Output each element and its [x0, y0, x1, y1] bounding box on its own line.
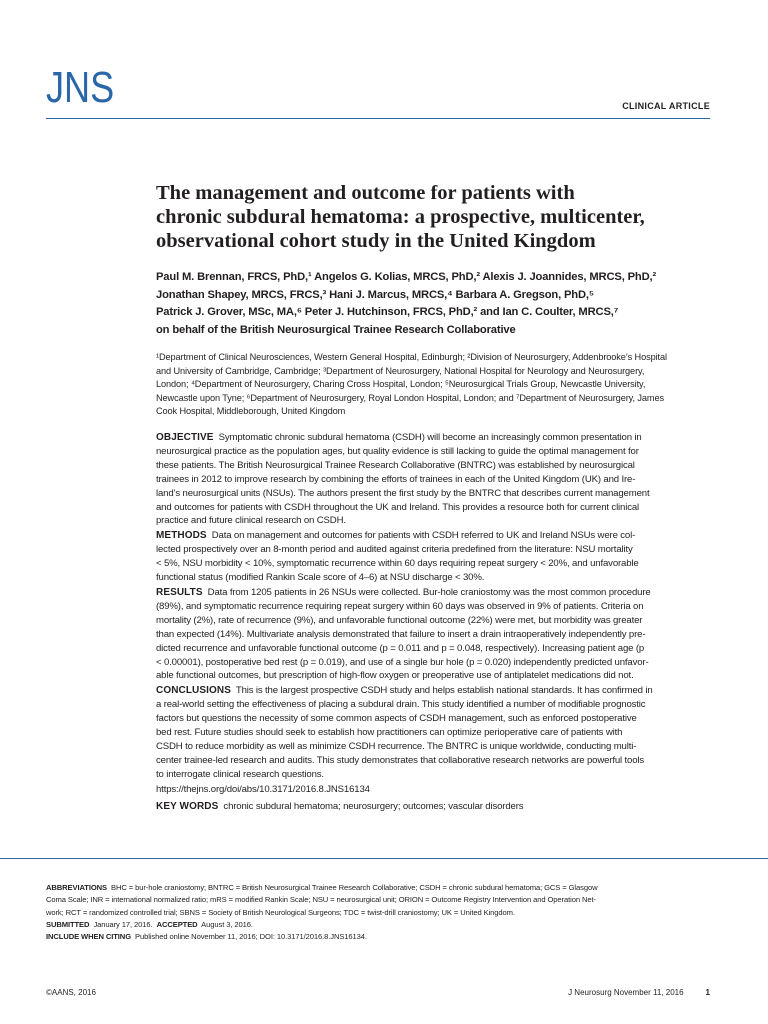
- abstract-line: to interrogate clinical research questions.: [156, 768, 324, 780]
- abstract-line: bed rest. Future studies should seek to establish how practitioners can optimize perioperative care of patients with: [156, 727, 623, 739]
- author-line: Paul M. Brennan, FRCS, PhD,¹ Angelos G. Kolias, MRCS, PhD,² Alexis J. Joannides, MRCS, PhD,²: [156, 271, 657, 283]
- affiliation-line: Cook Hospital, Middleborough, United Kingdom: [156, 406, 346, 417]
- affiliation-line: ¹Department of Clinical Neurosciences, Western General Hospital, Edinburgh; ²Division of Neurosurgery, Addenbrooke’s Hospital: [156, 352, 667, 362]
- abbreviations-line: work; RCT = randomized controlled trial; SBNS = Society of British Neurological Surgeons; TDC = twist-drill craniostomy; UK = United Kingdom.: [46, 907, 515, 917]
- section-label: METHODS: [156, 530, 207, 542]
- submitted-label: SUBMITTED: [46, 919, 90, 929]
- abstract-line: Symptomatic chronic subdural hematoma (CSDH) will become an increasingly common presentation in: [218, 432, 642, 443]
- accepted-label: ACCEPTED: [156, 919, 198, 929]
- section-label: CONCLUSIONS: [156, 685, 231, 697]
- doi-link[interactable]: https://thejns.org/doi/abs/10.3171/2016.8.JNS16134: [156, 783, 370, 795]
- abstract-line: < 5%, NSU morbidity < 10%, symptomatic recurrence within 60 days requiring repeat surgery < 20%, and unfavorable: [156, 558, 639, 570]
- abbreviations-line: Coma Scale; INR = international normalized ratio; mRS = modified Rankin Scale; NSU = neurosurgical unit; ORION = Outcome Registry Intervention and Operation Net-: [46, 895, 596, 905]
- affiliation-line: and University of Cambridge, Cambridge; ³Department of Neurosurgery, National Hospital for Neurology and Neurosurgery,: [156, 365, 645, 376]
- page-number: 1: [705, 988, 710, 997]
- section-label: OBJECTIVE: [156, 432, 214, 443]
- abstract-line: a real-world setting the effectiveness of placing a subdural drain. This study identified a number of modifiable prognostic: [156, 699, 646, 711]
- author-line: Patrick J. Grover, MSc, MA,⁶ Peter J. Hutchinson, FRCS, PhD,² and Ian C. Coulter, MRCS,⁷: [156, 306, 619, 318]
- submission-dates: [46, 919, 726, 931]
- header-divider: [46, 118, 710, 119]
- author-line: Jonathan Shapey, MRCS, FRCS,³ Hani J. Marcus, MRCS,⁴ Barbara A. Gregson, PhD,⁵: [156, 288, 594, 301]
- affiliation-line: Newcastle upon Tyne; ⁶Department of Neurosurgery, Royal London Hospital, London; and ⁷Department of Neurosurgery, James: [156, 392, 664, 403]
- author-list: [156, 269, 716, 339]
- abstract-methods: [156, 529, 716, 585]
- abstract-results: [156, 586, 716, 683]
- accepted-date: August 3, 2016.: [201, 919, 253, 929]
- abstract-line: these patients. The British Neurosurgical Trainee Research Collaborative (BNTRC) was established by neurosurgical: [156, 459, 635, 471]
- abstract-line: than expected (14%). Multivariate analysis demonstrated that failure to insert a drain intraoperatively independently pre-: [156, 628, 646, 640]
- footnotes: [46, 882, 726, 943]
- keywords-label: KEY WORDS: [156, 800, 219, 812]
- abbreviations-line: BHC = bur-hole craniostomy; BNTRC = British Neurosurgical Trainee Research Collaborative; CSDH = chronic subdural hematoma; GCS = Glasgow: [111, 883, 598, 892]
- journal-ref-text: J Neurosurg November 11, 2016: [568, 988, 684, 997]
- submitted-date: January 17, 2016.: [93, 919, 153, 929]
- title-line: observational cohort study in the United Kingdom: [156, 230, 596, 252]
- abstract-line: practice and future clinical research on CSDH.: [156, 515, 346, 527]
- citation-note: [46, 931, 726, 943]
- abstract: [156, 431, 716, 813]
- abstract-line: land’s neurosurgical units (NSUs). The authors present the first study by the BNTRC that describes current management: [156, 487, 650, 499]
- abstract-line: Data from 1205 patients in 26 NSUs were collected. Bur-hole craniostomy was the most common procedure: [207, 586, 651, 598]
- author-line: on behalf of the British Neurosurgical Trainee Research Collaborative: [156, 323, 516, 336]
- affiliations: [156, 351, 716, 419]
- abbreviations-label: ABBREVIATIONS: [46, 883, 107, 892]
- footer-divider: [0, 858, 768, 859]
- citing-text: Published online November 11, 2016; DOI: 10.3171/2016.8.JNS16134.: [135, 932, 367, 942]
- abstract-line: (89%), and symptomatic recurrence requiring repeat surgery within 60 days was observed in 9% of patients. Criteria on: [156, 600, 644, 612]
- article-title: [156, 181, 716, 253]
- abstract-line: lected prospectively over an 8-month period and audited against criteria predefined from the literature: NSU mortality: [156, 544, 633, 556]
- copyright: ©AANS, 2016: [46, 988, 96, 997]
- abstract-line: factors but questions the necessity of some common aspects of CSDH management, such as enforced postoperative: [156, 713, 637, 725]
- section-label: RESULTS: [156, 586, 203, 598]
- abstract-line: center trainee-led research and audits. This study demonstrates that collaborative research networks are powerful tools: [156, 754, 645, 766]
- keywords: [156, 800, 716, 814]
- abstract-line: and outcomes for patients with CSDH throughout the UK and Ireland. This provides a resource both for current clinical: [156, 501, 640, 513]
- keywords-text: chronic subdural hematoma; neurosurgery; outcomes; vascular disorders: [223, 800, 524, 812]
- abstract-line: neurosurgical practice as the population ages, but quality evidence is still lacking to guide the optimal management for: [156, 445, 639, 457]
- abstract-objective: [156, 431, 716, 528]
- journal-logo: JNS: [46, 63, 115, 112]
- title-line: chronic subdural hematoma: a prospective, multicenter,: [156, 206, 645, 228]
- abstract-line: < 0.00001), postoperative bed rest (p = 0.019), and use of a single bur hole (p = 0.020) independently predicted unfavor-: [156, 656, 649, 668]
- abstract-line: CSDH to reduce morbidity as well as minimize CSDH recurrence. The BNTRC is unique worldwide, conducting multi-: [156, 740, 637, 752]
- abstract-conclusions: [156, 684, 716, 781]
- abstract-line: functional status (modified Rankin Scale score of 4–6) at NSU discharge < 30%.: [156, 572, 485, 584]
- citing-label: INCLUDE WHEN CITING: [46, 932, 132, 942]
- title-line: The management and outcome for patients with: [156, 182, 575, 204]
- abstract-line: mortality (2%), rate of recurrence (9%), and unfavorable functional outcome (22%) were met, but morbidity was greater: [156, 614, 643, 626]
- abstract-line: able functional outcomes, but prescription of high-flow oxygen or preoperative use of antiplatelet medications did not.: [156, 670, 634, 682]
- abstract-line: This is the largest prospective CSDH study and helps establish national standards. It has confirmed in: [235, 685, 653, 697]
- abstract-line: Data on management and outcomes for patients with CSDH referred to UK and Ireland NSUs were col-: [211, 530, 636, 542]
- abstract-line: trainees in 2012 to improve research by combining the efforts of trainees in each of the United Kingdom (UK) and Ire-: [156, 473, 636, 485]
- article-type-label: CLINICAL ARTICLE: [622, 101, 710, 111]
- affiliation-line: London; ⁴Department of Neurosurgery, Charing Cross Hospital, London; ⁵Neurosurgical Trials Group, Newcastle University,: [156, 379, 646, 390]
- journal-reference: [568, 988, 710, 997]
- abstract-line: dicted recurrence and unfavorable functional outcome (p = 0.011 and p = 0.048, respectively). Increasing patient age (p: [156, 642, 645, 654]
